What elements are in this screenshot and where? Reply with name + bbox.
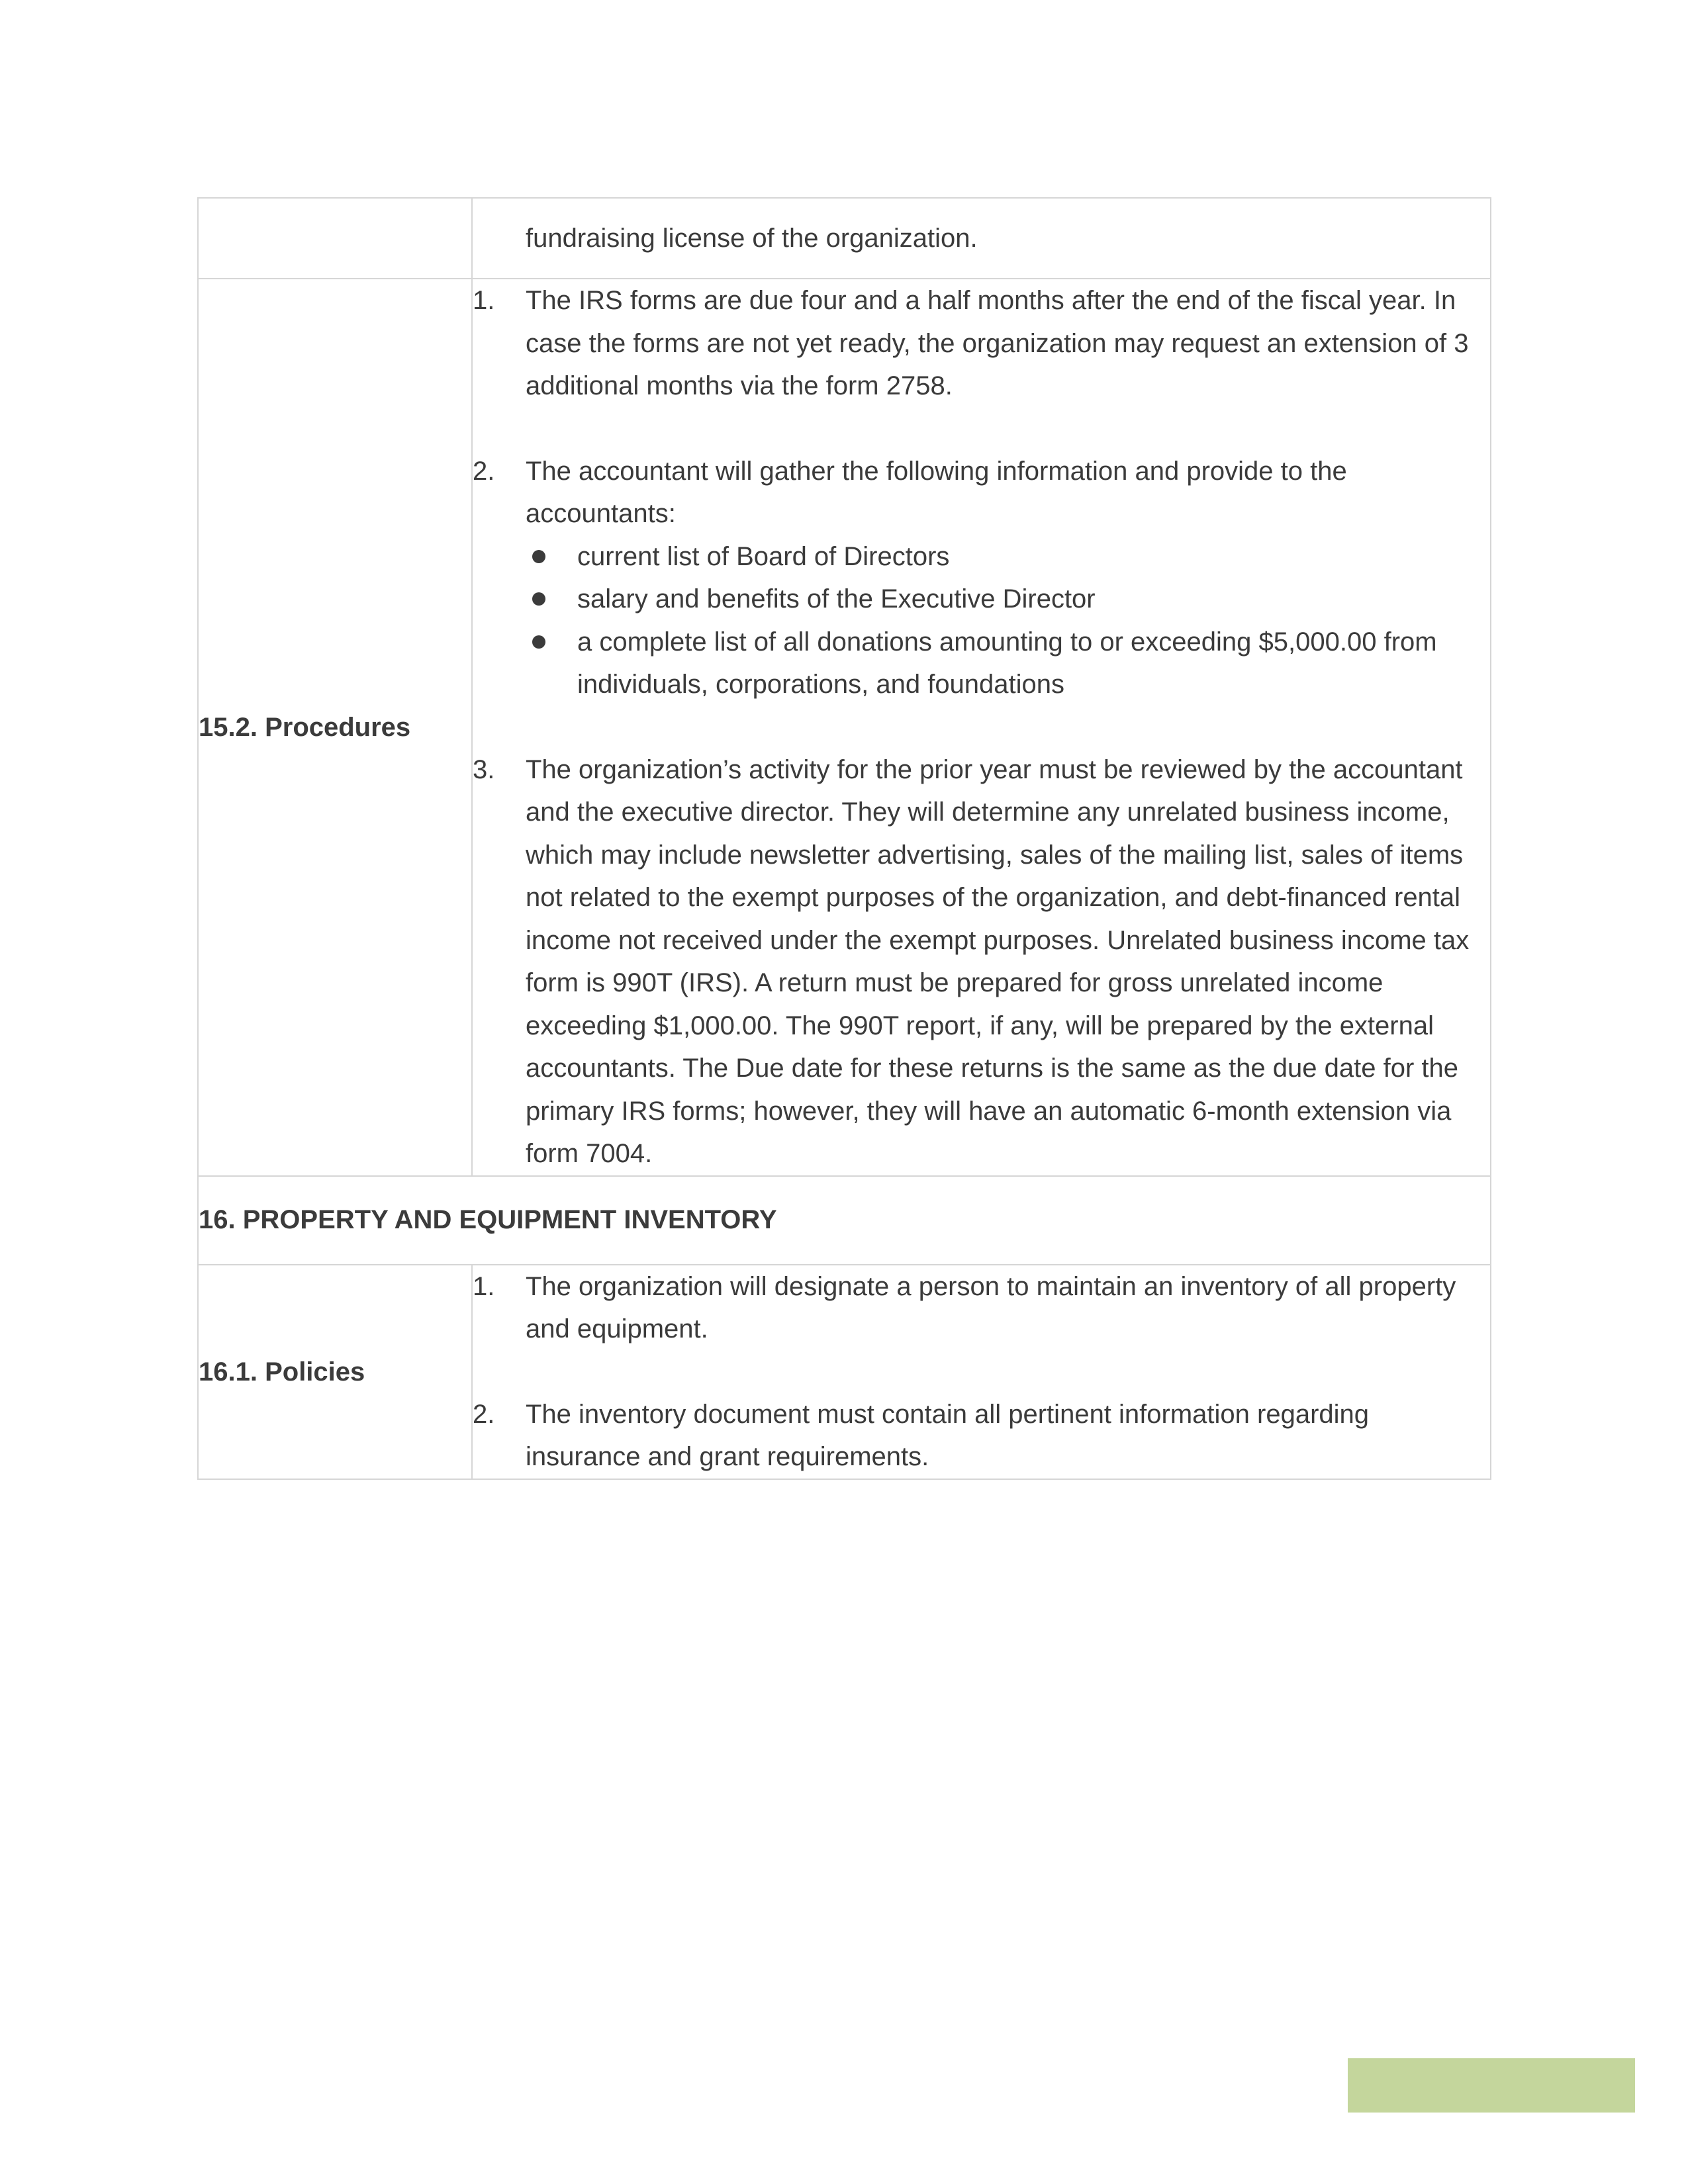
bullet-dot-icon bbox=[532, 635, 545, 649]
policy-table bbox=[197, 197, 1491, 1480]
item-text: The IRS forms are due four and a half months after the end of the fiscal year. In case the forms are not yet ready, the organization may request an extension of 3 additional months via the form 2758. bbox=[526, 286, 1469, 400]
table-row-section-16 bbox=[198, 1176, 1491, 1265]
section-heading: 16. PROPERTY AND EQUIPMENT INVENTORY bbox=[198, 1176, 1491, 1265]
item-text: The organization’s activity for the prior year must be reviewed by the accountant and the executive director. They will determine any unrelated business income, which may include newsletter advertising, sales of the mailing list, sales of items not related to the exempt purposes of the organization, and debt-financed rental income not received under the exempt purposes. Unrelated business income tax form is 990T (IRS). A return must be prepared for gross unrelated income exceeding $1,000.00. The 990T report, if any, will be prepared by the external accountants. The Due date for these returns is the same as the due date for the primary IRS forms; however, they will have an automatic 6-month extension via form 7004. bbox=[526, 754, 1470, 1168]
list-item bbox=[473, 279, 1490, 408]
item-number: 2. bbox=[473, 1399, 495, 1429]
item-number: 1. bbox=[473, 1271, 495, 1301]
list-item bbox=[473, 450, 1490, 706]
continued-text: fundraising license of the organization. bbox=[526, 223, 978, 253]
list-item bbox=[473, 1393, 1490, 1479]
item-text: The accountant will gather the following information and provide to the accountants: bbox=[526, 456, 1347, 528]
bullet-text: salary and benefits of the Executive Director bbox=[577, 584, 1096, 614]
table-row-policies bbox=[198, 1265, 1491, 1479]
bullet-item bbox=[526, 535, 1490, 578]
item-number: 3. bbox=[473, 754, 495, 784]
table-row-procedures bbox=[198, 279, 1491, 1176]
row-content bbox=[472, 198, 1491, 279]
bullet-item bbox=[526, 621, 1490, 706]
policies-list bbox=[473, 1265, 1490, 1479]
procedures-label: 15.2. Procedures bbox=[198, 279, 472, 1176]
list-item bbox=[473, 749, 1490, 1175]
item-text: The inventory document must contain all pertinent information regarding insurance and grant requirements. bbox=[526, 1399, 1370, 1471]
row-label-empty bbox=[198, 198, 472, 279]
procedures-content bbox=[472, 279, 1491, 1176]
bullet-text: current list of Board of Directors bbox=[577, 541, 950, 571]
bullet-dot-icon bbox=[532, 592, 545, 606]
bullet-dot-icon bbox=[532, 550, 545, 563]
item-number: 1. bbox=[473, 286, 495, 315]
procedures-list bbox=[473, 279, 1490, 1175]
bullet-item bbox=[526, 578, 1490, 621]
list-item bbox=[473, 1265, 1490, 1351]
policies-label: 16.1. Policies bbox=[198, 1265, 472, 1479]
policies-content bbox=[472, 1265, 1491, 1479]
table-row bbox=[198, 198, 1491, 279]
bullet-list bbox=[526, 535, 1490, 706]
item-number: 2. bbox=[473, 456, 495, 486]
footer-accent-block bbox=[1348, 2058, 1635, 2113]
bullet-text: a complete list of all donations amounting to or exceeding $5,000.00 from individuals, corporations, and foundations bbox=[577, 627, 1437, 699]
item-text: The organization will designate a person to maintain an inventory of all property and equipment. bbox=[526, 1271, 1456, 1343]
